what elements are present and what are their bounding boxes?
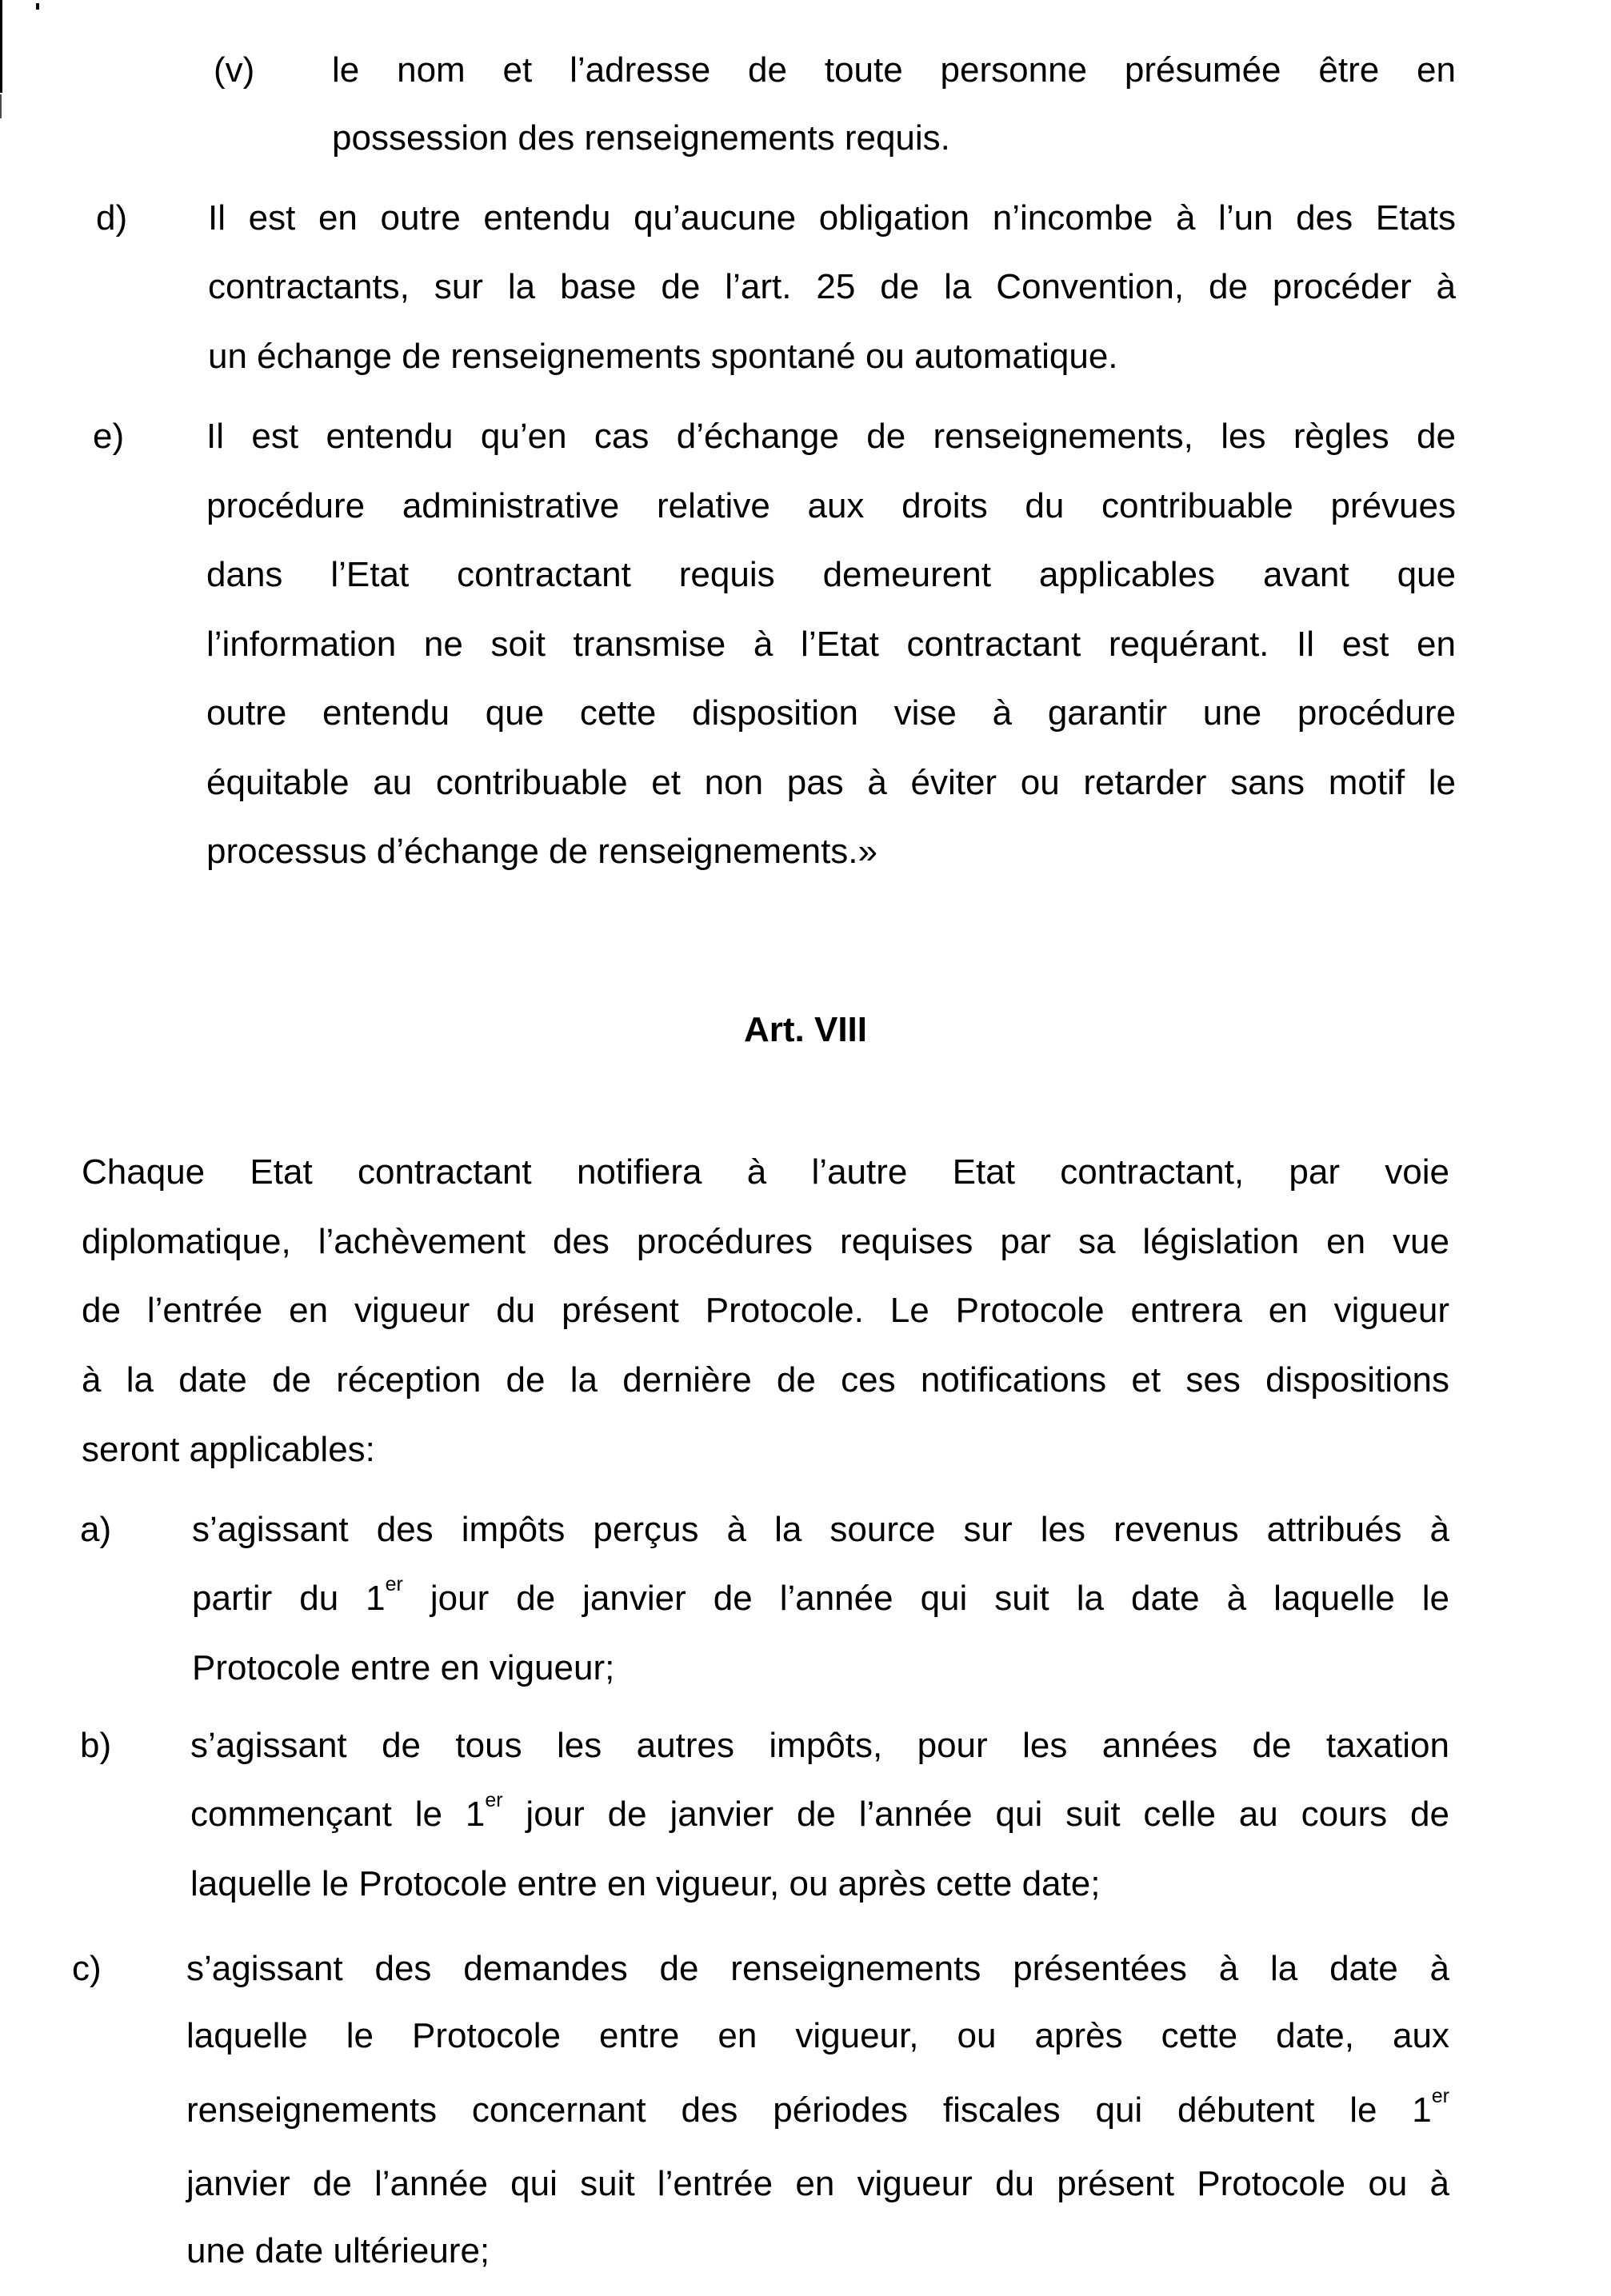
item-e-line — [206, 834, 1456, 869]
line-text: jour de janvier de l’année qui suit la date à laquelle le — [402, 1579, 1449, 1618]
item-d-line — [208, 339, 1456, 374]
line-text: diplomatique, l’achèvement des procédures requises par sa législation en vue — [82, 1222, 1449, 1261]
line-text: laquelle le Protocole entre en vigueur, ou après cette date, aux — [186, 2016, 1449, 2055]
line-text: commençant le 1 — [190, 1795, 486, 1834]
line-text: s’agissant des impôts perçus à la source sur les revenus attribués à — [192, 1510, 1449, 1549]
item-b-line — [190, 1864, 1449, 1903]
line-text: renseignements concernant des périodes fiscales qui débutent le 1 — [186, 2090, 1432, 2130]
item-b-line — [190, 1728, 1449, 1763]
line-text: à la date de réception de la dernière de ces notifications et ses dispositions — [82, 1360, 1449, 1400]
line-text: processus d’échange de renseignements.» — [206, 832, 877, 871]
line-text: l’information ne soit transmise à l’Etat contractant requérant. Il est en — [206, 625, 1456, 664]
item-label-d: d) — [96, 198, 128, 238]
superscript-ordinal: er — [1431, 2085, 1449, 2107]
article-heading: Art. VIII — [743, 1010, 868, 1049]
line-text: dans l’Etat contractant requis demeurent applicables avant que — [206, 555, 1456, 594]
item-a-line — [192, 1512, 1449, 1547]
intro-line — [82, 1360, 1449, 1400]
line-text: laquelle le Protocole entre en vigueur, ou après cette date; — [190, 1864, 1101, 1903]
line-text: contractants, sur la base de l’art. 25 de la Convention, de procéder à — [208, 267, 1456, 306]
line-text: s’agissant de tous les autres impôts, pour les années de taxation — [190, 1726, 1449, 1765]
line-text: outre entendu que cette disposition vise à garantir une procédure — [206, 693, 1456, 733]
line-text: s’agissant des demandes de renseignements présentées à la date à — [186, 1949, 1449, 1988]
intro-line — [82, 1432, 1449, 1467]
intro-line — [82, 1152, 1449, 1192]
line-text: partir du 1 — [192, 1579, 386, 1618]
line-text: seront applicables: — [82, 1430, 375, 1469]
line-text: Il est en outre entendu qu’aucune obligation n’incombe à l’un des Etats — [208, 198, 1456, 238]
item-e-line — [206, 693, 1456, 733]
item-c-line — [186, 2018, 1449, 2054]
item-e-line — [206, 486, 1456, 525]
item-e-line — [206, 419, 1456, 454]
line-text: janvier de l’année qui suit l’entrée en vigueur du présent Protocole ou à — [186, 2164, 1449, 2203]
item-v-line — [332, 118, 1456, 158]
line-text: Il est entendu qu’en cas d’échange de renseignements, les règles de — [206, 417, 1456, 456]
item-c-line — [186, 2166, 1449, 2202]
item-c-line — [186, 1951, 1449, 1987]
item-e-line — [206, 765, 1456, 801]
item-c-line — [186, 2231, 1449, 2270]
scan-edge — [0, 94, 2, 118]
item-label-e: e) — [93, 417, 125, 456]
item-a-line — [192, 1573, 1449, 1618]
item-v-line — [332, 50, 1456, 90]
item-c-line — [186, 2085, 1449, 2130]
item-a-line — [192, 1648, 1449, 1687]
line-text: le nom et l’adresse de toute personne présumée être en — [332, 50, 1456, 90]
superscript-ordinal: er — [485, 1789, 503, 1811]
superscript-ordinal: er — [385, 1573, 403, 1595]
intro-line — [82, 1224, 1449, 1260]
item-e-line — [206, 557, 1456, 593]
item-d-line — [208, 267, 1456, 306]
line-text: équitable au contribuable et non pas à éviter ou retarder sans motif le — [206, 763, 1456, 802]
item-label-v: (v) — [214, 50, 255, 90]
line-text: un échange de renseignements spontané ou automatique. — [208, 337, 1118, 376]
line-text: de l’entrée en vigueur du présent Protocole. Le Protocole entrera en vigueur — [82, 1291, 1449, 1330]
line-text: jour de janvier de l’année qui suit celle au cours de — [502, 1795, 1449, 1834]
item-label-b: b) — [80, 1726, 112, 1765]
scan-speck — [36, 3, 39, 10]
line-text: Protocole entre en vigueur; — [192, 1648, 615, 1687]
item-d-line — [208, 198, 1456, 238]
item-label-a: a) — [80, 1510, 112, 1549]
line-text: Chaque Etat contractant notifiera à l’autre Etat contractant, par voie — [82, 1152, 1449, 1192]
line-text: une date ultérieure; — [186, 2231, 490, 2270]
line-text: procédure administrative relative aux droits du contribuable prévues — [206, 486, 1456, 525]
intro-line — [82, 1293, 1449, 1328]
item-label-c: c) — [72, 1949, 102, 1988]
line-text: possession des renseignements requis. — [332, 118, 950, 158]
item-b-line — [190, 1789, 1449, 1834]
item-e-line — [206, 627, 1456, 662]
scan-edge — [0, 0, 2, 93]
